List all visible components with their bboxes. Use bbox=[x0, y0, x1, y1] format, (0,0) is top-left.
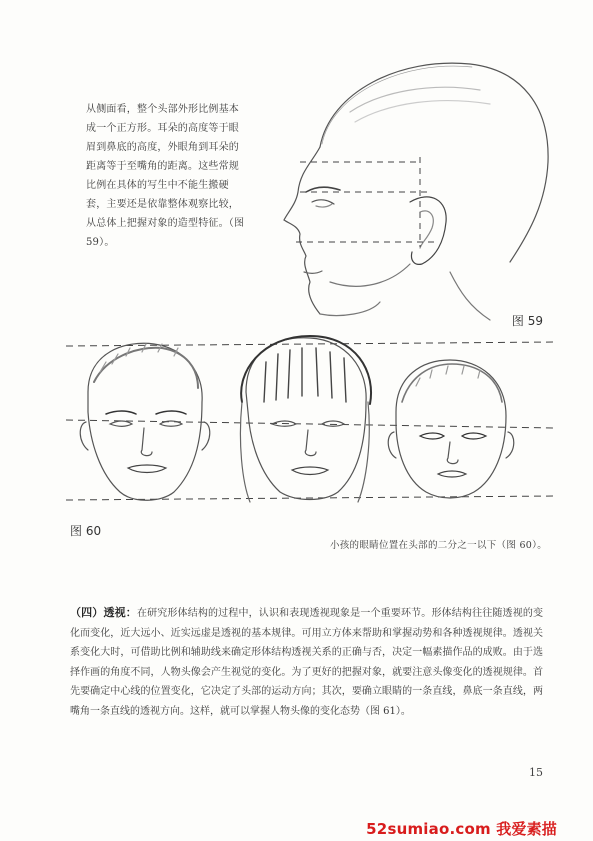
site-watermark: 52sumiao.com 我爱素描 bbox=[366, 820, 557, 838]
woman-head bbox=[240, 336, 371, 502]
figure59-side-head-sketch bbox=[260, 52, 560, 322]
figure59-description: 从侧面看，整个头部外形比例基本成一个正方形。耳朵的高度等于眼眉到鼻底的高度，外眼角到耳朵的距离等于至嘴角的距离。这些常规比例在具体的写生中不能生搬硬套，主要还是依靠整体观察比较，从总体上把握对象的造型特征。（图59）。 bbox=[86, 104, 245, 248]
page-number: 15 bbox=[529, 766, 543, 779]
figure60-caption: 小孩的眼睛位置在头部的二分之一以下（图 60）。 bbox=[329, 540, 547, 551]
perspective-section bbox=[70, 603, 543, 721]
figure60-label: 图 60 bbox=[70, 524, 102, 538]
figure59-label: 图 59 bbox=[511, 314, 543, 328]
section-text: 在研究形体结构的过程中，认识和表现透视现象是一个重要环节。形体结构往往随透视的变化而变化，近大远小、近实远虚是透视的基本规律。可用立方体来帮助和掌握动势和各种透视规律。透视关系变化大时，可借助比例和辅助线来确定形体结构透视关系的正确与否，决定一幅素描作品的成败。由于选择作画的角度不同，人物头像会产生视觉的变化。为了更好的把握对象，就要注意头像变化的透视规律。首先要确定中心线的位置变化，它决定了头部的运动方向；其次，要确立眼睛的一条直线，鼻底一条直线，两嘴角一条直线的透视方向。这样，就可以掌握人物头像的变化态势（图 61）。 bbox=[70, 608, 544, 717]
child-head bbox=[388, 360, 514, 498]
section-heading: （四）透视： bbox=[70, 606, 137, 619]
figure60-three-heads-sketch bbox=[66, 332, 554, 522]
